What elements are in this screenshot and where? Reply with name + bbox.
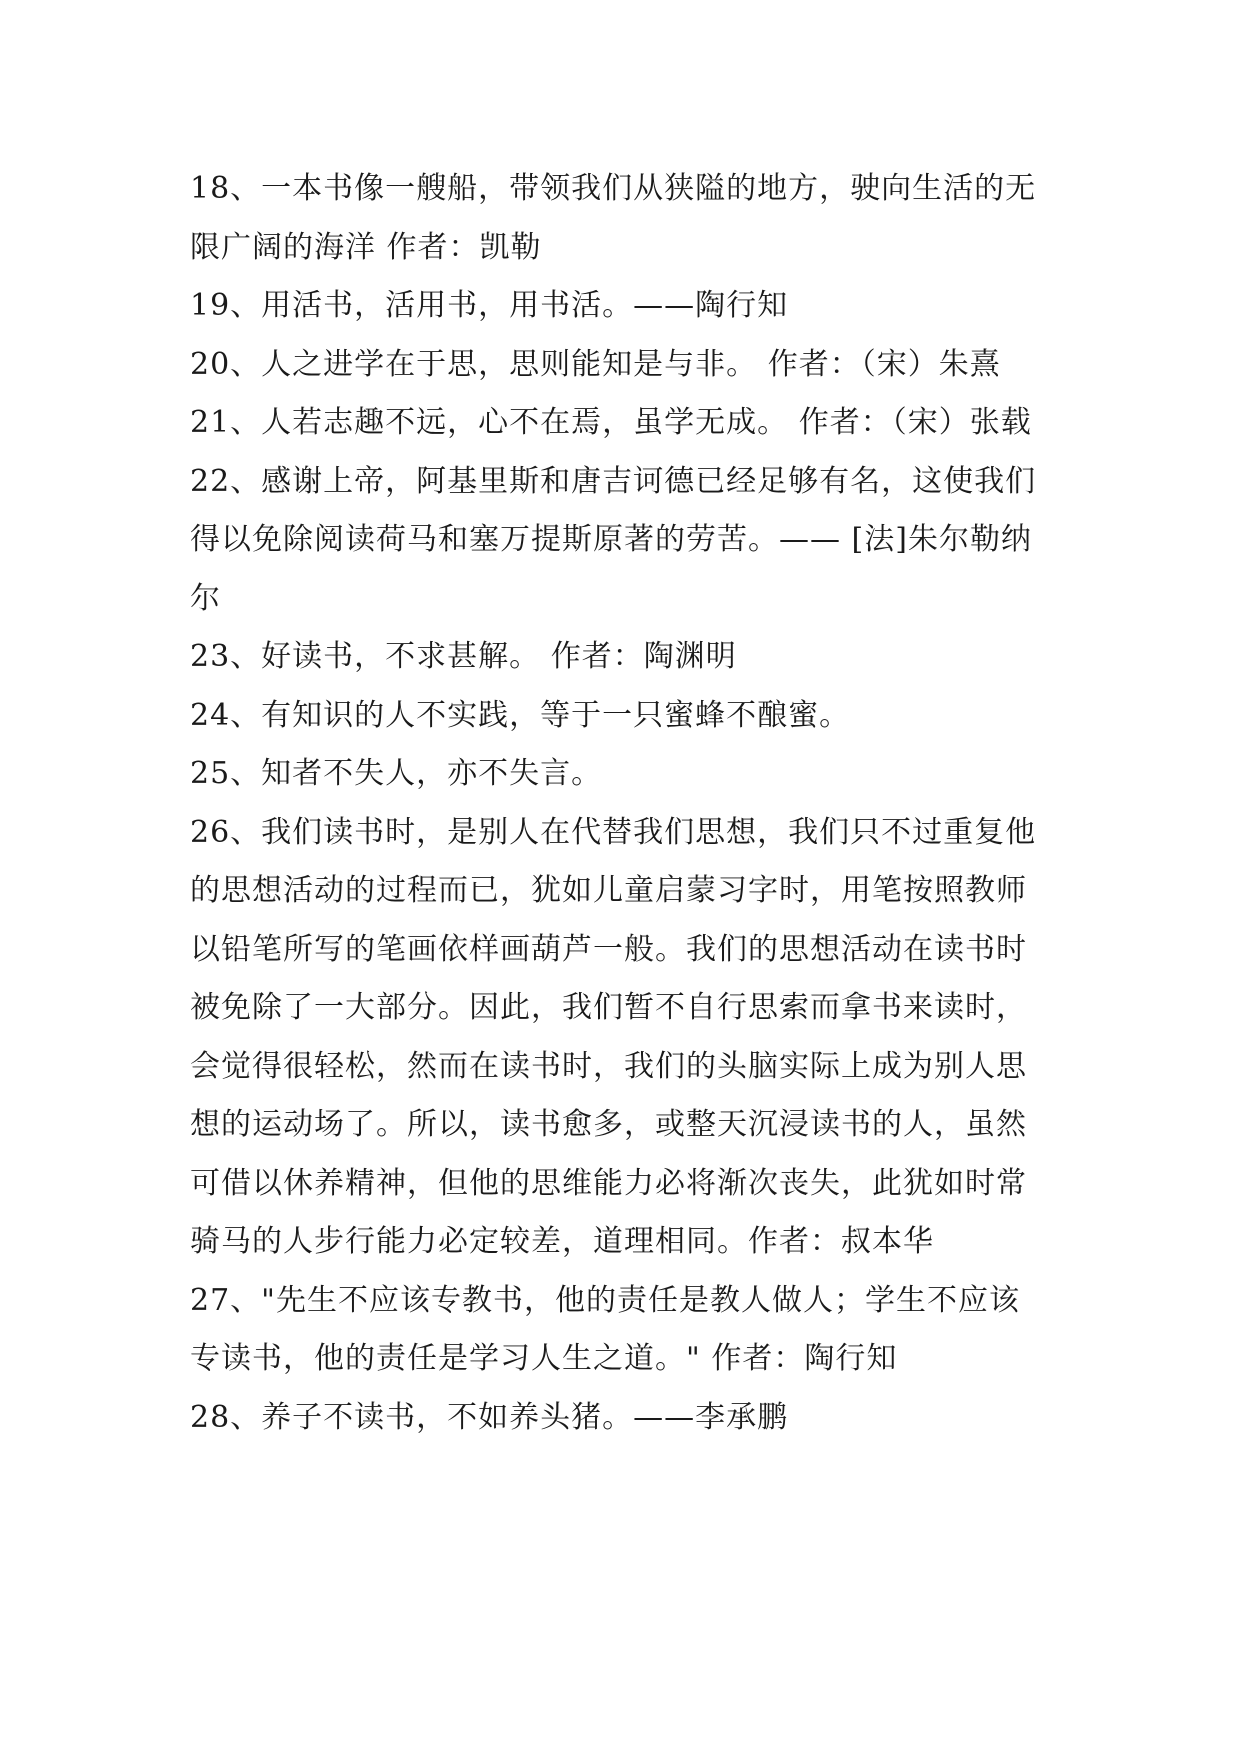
quote-entry-21: 21、人若志趣不远，心不在焉，虽学无成。 作者：（宋）张载: [190, 405, 1032, 440]
quote-entry-25: 25、知者不失人，亦不失言。: [190, 756, 603, 791]
quote-entry-26: 26、我们读书时，是别人在代替我们思想，我们只不过重复他的思想活动的过程而已，犹如儿童启蒙习字时，用笔按照教师以铅笔所写的笔画依样画葫芦一般。我们的思想活动在读书时被免除了一大部分。因此，我们暂不自行思索而拿书来读时，会觉得很轻松，然而在读书时，我们的头脑实际上成为别人思想的运动场了。所以，读书愈多，或整天沉浸读书的人，虽然可借以休养精神，但他的思维能力必将渐次丧失，此犹如时常骑马的人步行能力必定较差，道理相同。作者：叔本华: [190, 814, 1037, 1259]
quote-list: [190, 160, 1050, 1447]
quote-entry-22: 22、感谢上帝，阿基里斯和唐吉诃德已经足够有名，这使我们得以免除阅读荷马和塞万提斯原著的劳苦。—— [法]朱尔勒纳尔: [190, 463, 1037, 616]
quote-entry-23: 23、好读书，不求甚解。 作者：陶渊明: [190, 639, 737, 674]
quote-entry-27: 27、"先生不应该专教书，他的责任是教人做人；学生不应该专读书，他的责任是学习人生之道。" 作者：陶行知: [190, 1282, 1020, 1376]
quote-entry-20: 20、人之进学在于思，思则能知是与非。 作者：（宋）朱熹: [190, 346, 1001, 382]
quote-entry-19: 19、用活书，活用书，用书活。——陶行知: [190, 288, 789, 323]
quote-entry-28: 28、养子不读书，不如养头猪。——李承鹏: [190, 1399, 789, 1435]
quote-entry-24: 24、有知识的人不实践，等于一只蜜蜂不酿蜜。: [190, 697, 851, 733]
quote-entry-18: 18、一本书像一艘船，带领我们从狭隘的地方，驶向生活的无限广阔的海洋 作者：凯勒: [190, 171, 1037, 265]
